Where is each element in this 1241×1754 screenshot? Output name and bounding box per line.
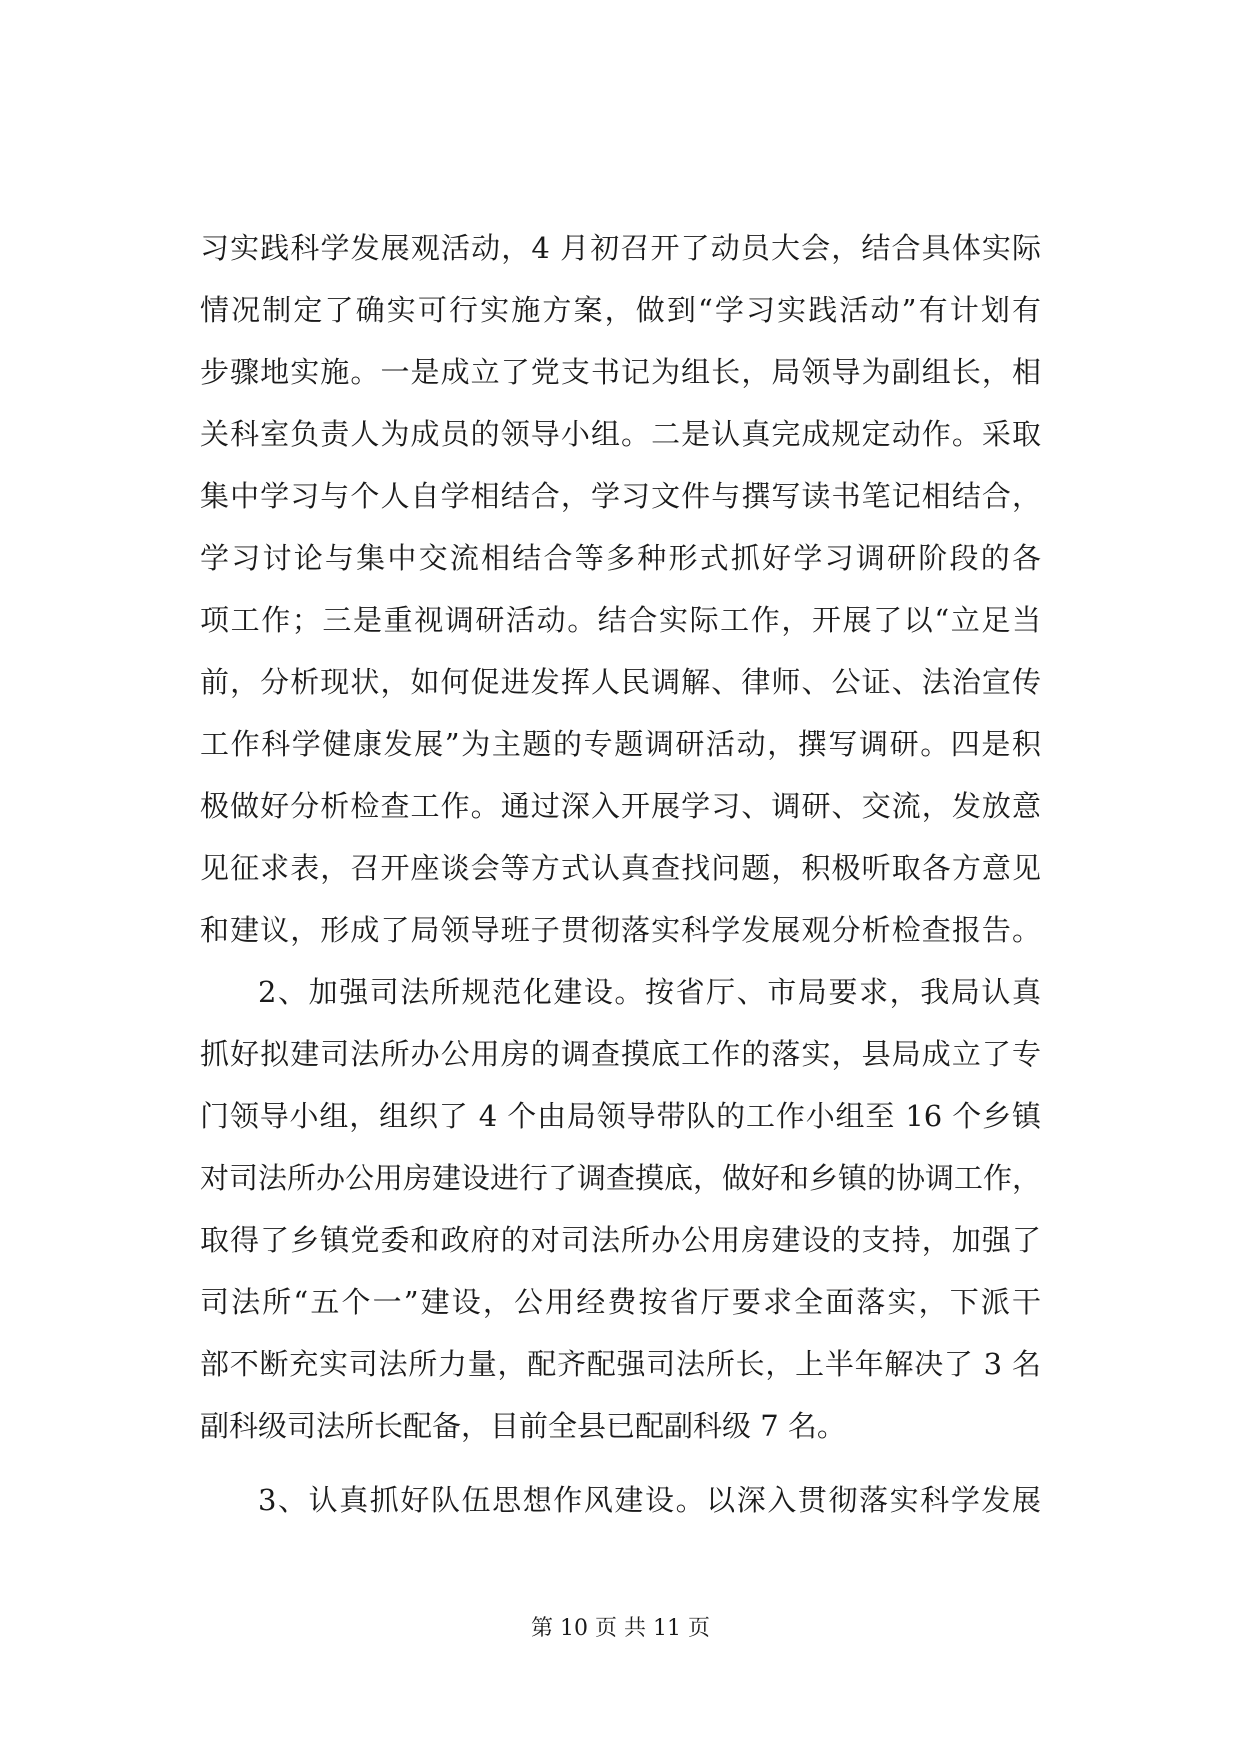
text-line: 情况制定了确实可行实施方案，做到“学习实践活动”有计划有 [200, 293, 1041, 327]
text-line: 习实践科学发展观活动，4 月初召开了动员大会，结合具体实际 [200, 231, 1041, 265]
page-number-label: 第 10 页 共 11 页 [531, 1616, 710, 1641]
paragraph-start-line: 3、认真抓好队伍思想作风建设。以深入贯彻落实科学发展 [258, 1483, 1041, 1517]
text-line: 步骤地实施。一是成立了党支书记为组长，局领导为副组长，相 [200, 355, 1041, 389]
text-line: 见征求表，召开座谈会等方式认真查找问题，积极听取各方意见 [200, 851, 1041, 885]
paragraph-start-line: 2、加强司法所规范化建设。按省厅、市局要求，我局认真 [258, 975, 1041, 1009]
text-line: 工作科学健康发展”为主题的专题调研活动，撰写调研。四是积 [200, 727, 1041, 761]
text-line: 抓好拟建司法所办公用房的调查摸底工作的落实，县局成立了专 [200, 1037, 1041, 1071]
text-line: 部不断充实司法所力量，配齐配强司法所长，上半年解决了 3 名 [200, 1347, 1041, 1381]
text-line: 取得了乡镇党委和政府的对司法所办公用房建设的支持，加强了 [200, 1223, 1041, 1257]
text-line: 集中学习与个人自学相结合，学习文件与撰写读书笔记相结合， [200, 479, 1041, 513]
text-line: 副科级司法所长配备，目前全县已配副科级 7 名。 [200, 1409, 846, 1443]
text-line: 对司法所办公用房建设进行了调查摸底，做好和乡镇的协调工作， [200, 1161, 1042, 1195]
text-line: 学习讨论与集中交流相结合等多种形式抓好学习调研阶段的各 [200, 541, 1041, 575]
text-line: 前，分析现状，如何促进发挥人民调解、律师、公证、法治宣传 [200, 665, 1041, 699]
text-line: 门领导小组，组织了 4 个由局领导带队的工作小组至 16 个乡镇 [200, 1099, 1041, 1133]
text-line: 关科室负责人为成员的领导小组。二是认真完成规定动作。采取 [200, 417, 1041, 451]
text-line: 极做好分析检查工作。通过深入开展学习、调研、交流，发放意 [200, 789, 1041, 823]
text-line: 司法所“五个一”建设，公用经费按省厅要求全面落实，下派干 [200, 1285, 1041, 1319]
text-line: 项工作；三是重视调研活动。结合实际工作，开展了以“立足当 [200, 603, 1041, 637]
page-footer [0, 1614, 1241, 1644]
text-line: 和建议，形成了局领导班子贯彻落实科学发展观分析检查报告。 [200, 913, 1041, 947]
